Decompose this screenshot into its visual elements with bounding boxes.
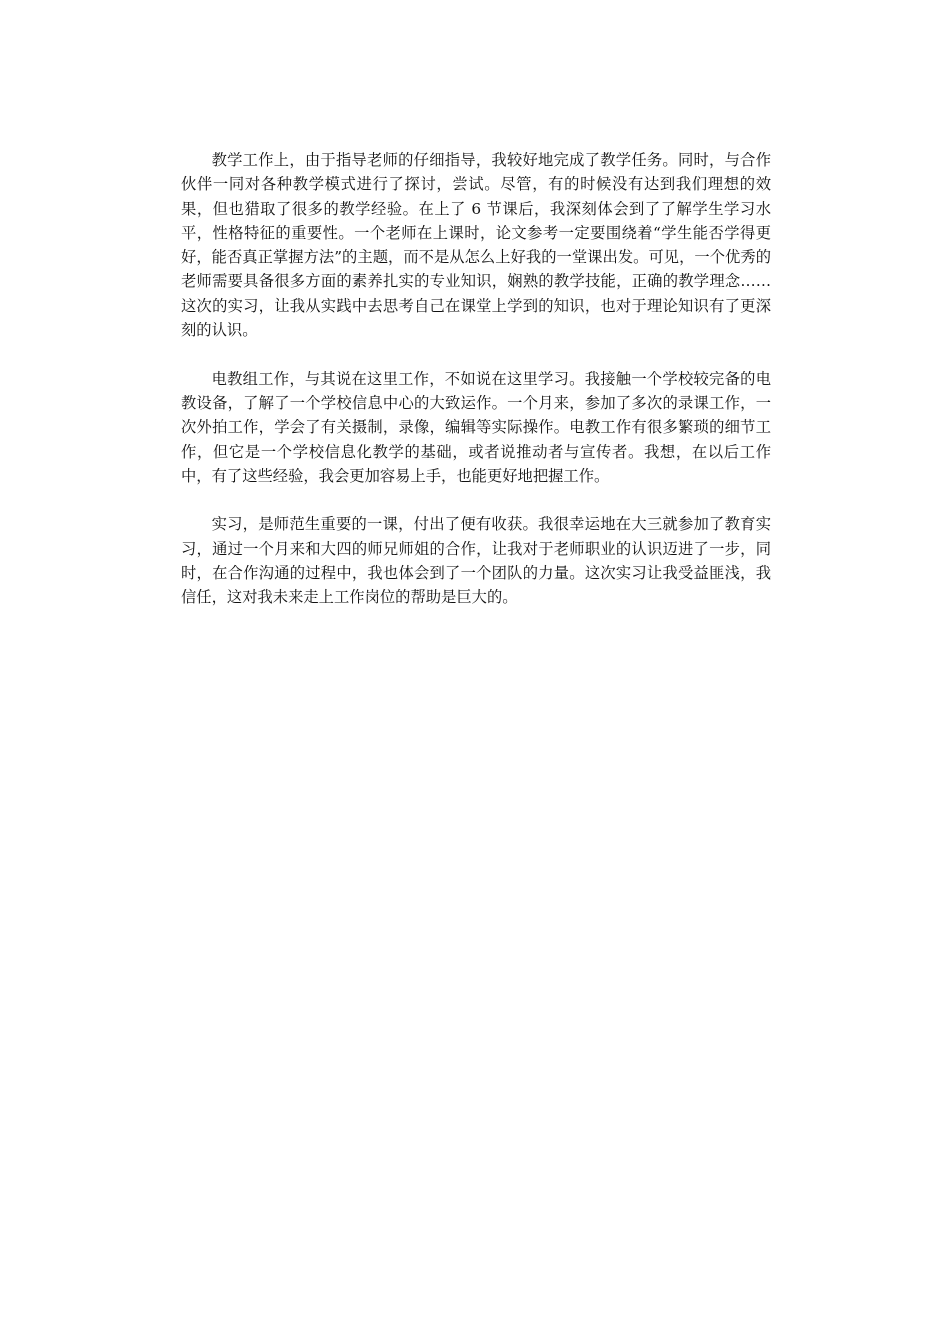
paragraph-internship-summary: 实习，是师范生重要的一课，付出了便有收获。我很幸运地在大三就参加了教育实习，通过一个月来和大四的师兄师姐的合作，让我对于老师职业的认识迈进了一步，同时，在合作沟通的过程中，我也体会到了一个团队的力量。这次实习让我受益匪浅，我信任，这对我未来走上工作岗位的帮助是巨大的。 bbox=[181, 515, 771, 607]
paragraph-teaching-work: 教学工作上，由于指导老师的仔细指导，我较好地完成了教学任务。同时，与合作伙伴一同对各种教学模式进行了探讨，尝试。尽管，有的时候没有达到我们理想的效果，但也猎取了很多的教学经验。在上了 6 节课后，我深刻体会到了了解学生学习水平，性格特征的重要性。一个老师在上课时，论文参考一定要围绕着“学生能否学得更好，能否真正掌握方法”的主题，而不是从怎么上好我的一堂课出发。可见，一个优秀的老师需要具备很多方面的素养扎实的专业知识，娴熟的教学技能，正确的教学理念……这次的实习，让我从实践中去思考自己在课堂上学到的知识，也对于理论知识有了更深刻的认识。 bbox=[181, 151, 771, 340]
document-body bbox=[181, 148, 771, 634]
paragraph-av-group-work: 电教组工作，与其说在这里工作，不如说在这里学习。我接触一个学校较完备的电教设备，了解了一个学校信息中心的大致运作。一个月来，参加了多次的录课工作，一次外拍工作，学会了有关摄制，录像，编辑等实际操作。电教工作有很多繁琐的细节工作，但它是一个学校信息化教学的基础，或者说推动者与宣传者。我想，在以后工作中，有了这些经验，我会更加容易上手，也能更好地把握工作。 bbox=[181, 369, 771, 485]
